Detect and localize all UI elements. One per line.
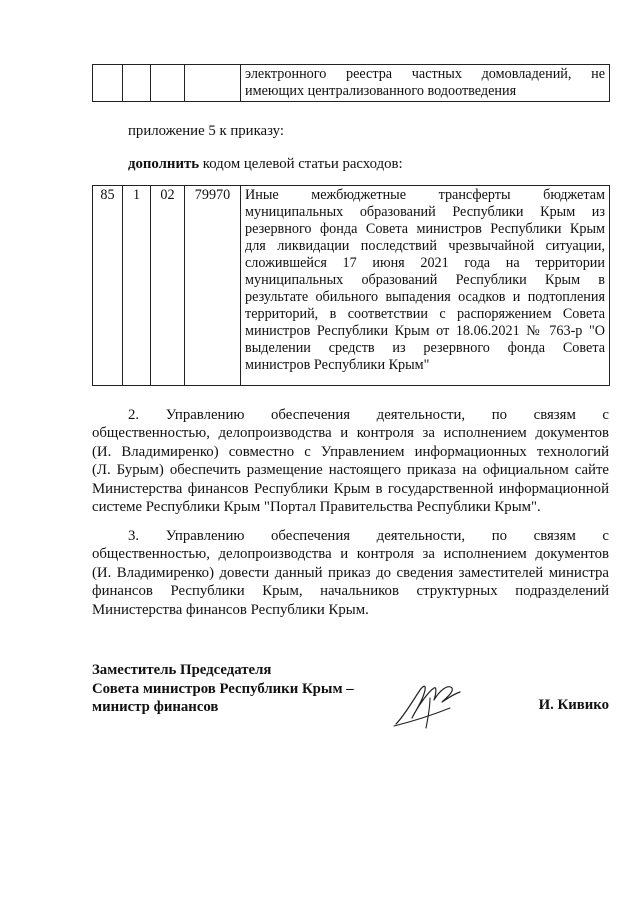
code-cell [151, 65, 185, 102]
paragraph-3 [92, 527, 609, 619]
signatory-title-line: Заместитель Председателя [92, 662, 272, 678]
description-line: резервного фонда Совета министров Республики Крым [245, 221, 605, 237]
description-line: имеющих централизованного водоотведения [245, 83, 517, 99]
paragraph-line: 2. Управлению обеспечения деятельности, по связям с [128, 407, 609, 423]
paragraph-2 [92, 406, 609, 516]
paragraph-line: системе Республики Крым "Портал Правительства Республики Крым". [92, 499, 541, 516]
budget-code-table-continued [92, 64, 610, 102]
description-line: территорий, в соответствии с распоряжением Совета [245, 306, 605, 322]
paragraph-line: общественностью, делопроизводства и контроля за исполнением документов [92, 425, 609, 442]
paragraph-line: Министерства финансов Республики Крым в государственной информационной [92, 480, 609, 497]
table-row [93, 65, 610, 102]
paragraph-line: (И. Владимиренко) довести данный приказ до сведения заместителей министра [92, 564, 609, 581]
code-cell [93, 65, 123, 102]
description-line: сложившейся 17 июня 2021 года на территории [245, 255, 605, 271]
code-cell [123, 65, 151, 102]
supplement-bold: дополнить [128, 156, 200, 172]
description-line: выделении средств из резервного фонда Совета [245, 340, 605, 356]
handwritten-signature-icon [390, 678, 470, 730]
signatory-title-line: Совета министров Республики Крым – [92, 680, 354, 697]
paragraph-line: финансов Республики Крым, начальников структурных подразделений [92, 583, 609, 600]
description-line: министров Республики Крым от 18.06.2021 № 763-р "О [245, 323, 605, 339]
paragraph-line: Министерства финансов Республики Крым. [92, 601, 369, 618]
budget-code-table [92, 185, 610, 386]
signatory-name: И. Кивико [538, 697, 609, 713]
description-cell [241, 65, 610, 102]
code-subprogram: 1 [123, 186, 151, 386]
signatory-title-line: министр финансов [92, 699, 219, 716]
paragraph-line: 3. Управлению обеспечения деятельности, по связям с [128, 528, 609, 544]
description-line: министров Республики Крым" [245, 357, 430, 373]
paragraph-line: общественностью, делопроизводства и контроля за исполнением документов [92, 546, 609, 563]
description-line: для ликвидации последствий чрезвычайной ситуации, [245, 238, 605, 254]
description-line: муниципальных образований Республики Крым в [245, 272, 605, 288]
paragraph-line: (Л. Бурым) обеспечить размещение настоящего приказа на официальном сайте [92, 462, 609, 479]
code-program: 85 [93, 186, 123, 386]
description-line: результате обильного выпадения осадков и подтопления [245, 289, 605, 305]
supplement-rest: кодом целевой статьи расходов: [199, 156, 403, 172]
description-line: электронного реестра частных домовладений, не [245, 66, 605, 82]
paragraph-line: (И. Владимиренко) совместно с Управлением информационных технологий [92, 443, 609, 460]
code-main-event: 02 [151, 186, 185, 386]
description-line: муниципальных образований Республики Крым из [245, 204, 605, 220]
description-cell [241, 186, 610, 386]
table-row [93, 186, 610, 386]
signatory-title [92, 661, 354, 717]
supplement-line [128, 155, 403, 173]
code-direction: 79970 [185, 186, 241, 386]
description-line: Иные межбюджетные трансферты бюджетам [245, 187, 605, 203]
annex-line: приложение 5 к приказу: [128, 123, 284, 139]
code-cell [185, 65, 241, 102]
